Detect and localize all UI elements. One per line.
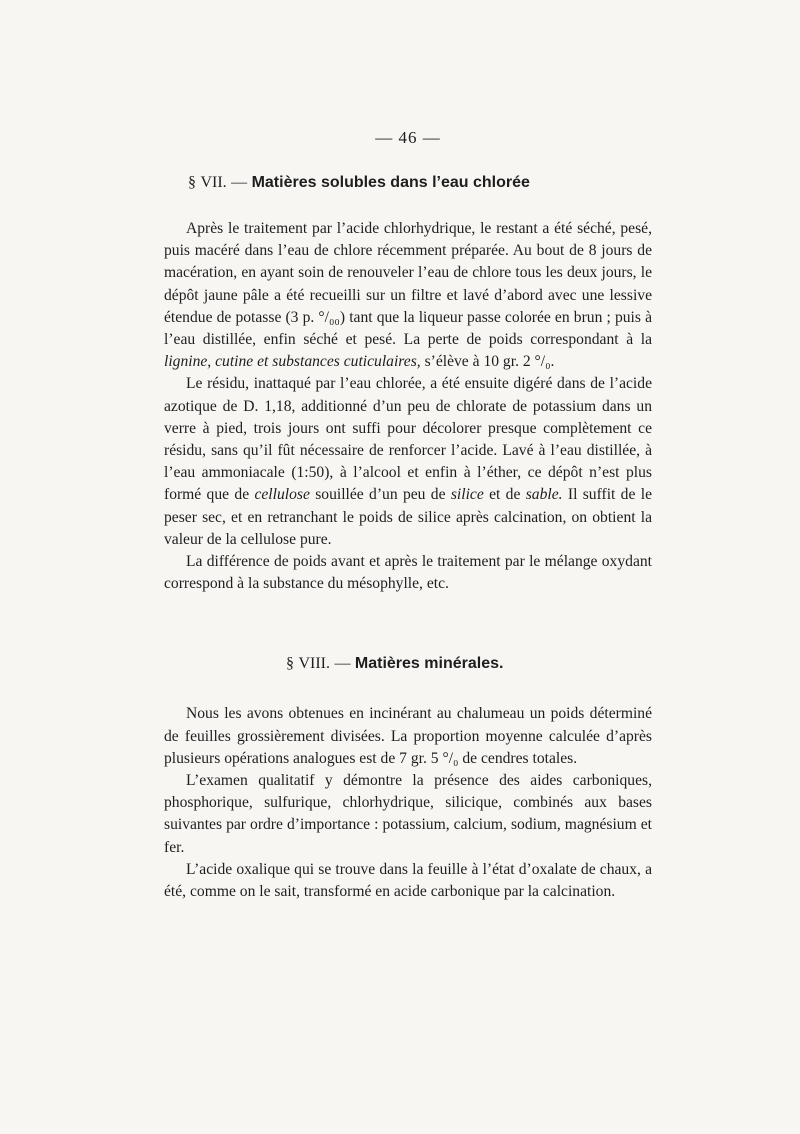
text-run: Il suffit de le peser sec, et en retranchant le poids de silice après calcination, on obtient la valeur de la cellulose pure.	[164, 486, 652, 548]
section-title: Matières minérales.	[354, 655, 504, 673]
paragraph	[164, 218, 652, 373]
section-dash: —	[231, 174, 248, 191]
paragraph: L’examen qualitatif y démontre la présence des aides carboniques, phosphorique, sulfurique, chlorhydrique, silicique, combinés aux bases suivantes par ordre d’importance : potassium, calcium, sodium, magnésium et fer.	[164, 772, 652, 856]
document-page	[164, 120, 652, 903]
section-number: VIII.	[298, 655, 330, 673]
italic-text: sable.	[525, 486, 563, 504]
section-dash: —	[334, 655, 351, 673]
section-marker: §	[188, 174, 196, 191]
italic-text: cellulose	[254, 486, 310, 504]
italic-text: lignine, cutine et substances cuticulaires,	[164, 353, 421, 371]
text-run: s’élève à 10 gr. 2 °/₀.	[420, 353, 555, 371]
text-run: souillée d’un peu de	[309, 486, 451, 504]
paragraph: L’acide oxalique qui se trouve dans la feuille à l’état d’oxalate de chaux, a été, comme on le sait, transformé en acide carbonique par la calcination.	[164, 860, 652, 901]
section-vii-heading	[164, 174, 652, 192]
text-run: Le résidu, inattaqué par l’eau chlorée, a été ensuite digéré dans de l’acide azotique de D. 1,18, additionné d’un peu de chlorate de potassium dans un verre à pied, trois jours ont suffi pour décolorer presque complètement ce résidu, sans qu’il fût nécessaire de renforcer l’acide. Lavé à l’eau distillée, à l’eau ammoniacale (1:50), à l’alcool et enfin à l’éther, ce dépôt n’est plus formé que de	[164, 375, 652, 504]
section-viii-heading	[164, 655, 652, 673]
section-number: VII.	[200, 174, 227, 191]
section-title: Matières solubles dans l’eau chlorée	[251, 174, 530, 191]
page-number: — 46 —	[375, 128, 441, 147]
italic-text: silice	[450, 486, 484, 504]
text-run: Après le traitement par l’acide chlorhydrique, le restant a été séché, pesé, puis macéré dans l’eau de chlore récemment préparée. Au bout de 8 jours de macération, en ayant soin de renouveler l’eau de chlore tous les deux jours, le dépôt jaune pâle a été recueilli sur un filtre et lavé d’abord avec une lessive étendue de potasse (3 p. °/₀₀) tant que la liqueur passe colorée en brun ; puis à l’eau distillée, enfin séché et pesé. La perte de poids correspondant à la	[164, 220, 652, 349]
section-vii	[164, 174, 652, 595]
section-marker: §	[286, 655, 294, 673]
paragraph: Nous les avons obtenues en incinérant au chalumeau un poids déterminé de feuilles grossièrement divisées. La proportion moyenne calculée d’après plusieurs opérations analogues est de 7 gr. 5 °/₀ de cendres totales.	[164, 705, 652, 767]
paragraph: La différence de poids avant et après le traitement par le mélange oxydant correspond à la substance du mésophylle, etc.	[164, 553, 652, 593]
section-viii	[164, 655, 652, 903]
text-run: et de	[483, 486, 526, 504]
paragraph	[164, 373, 652, 551]
